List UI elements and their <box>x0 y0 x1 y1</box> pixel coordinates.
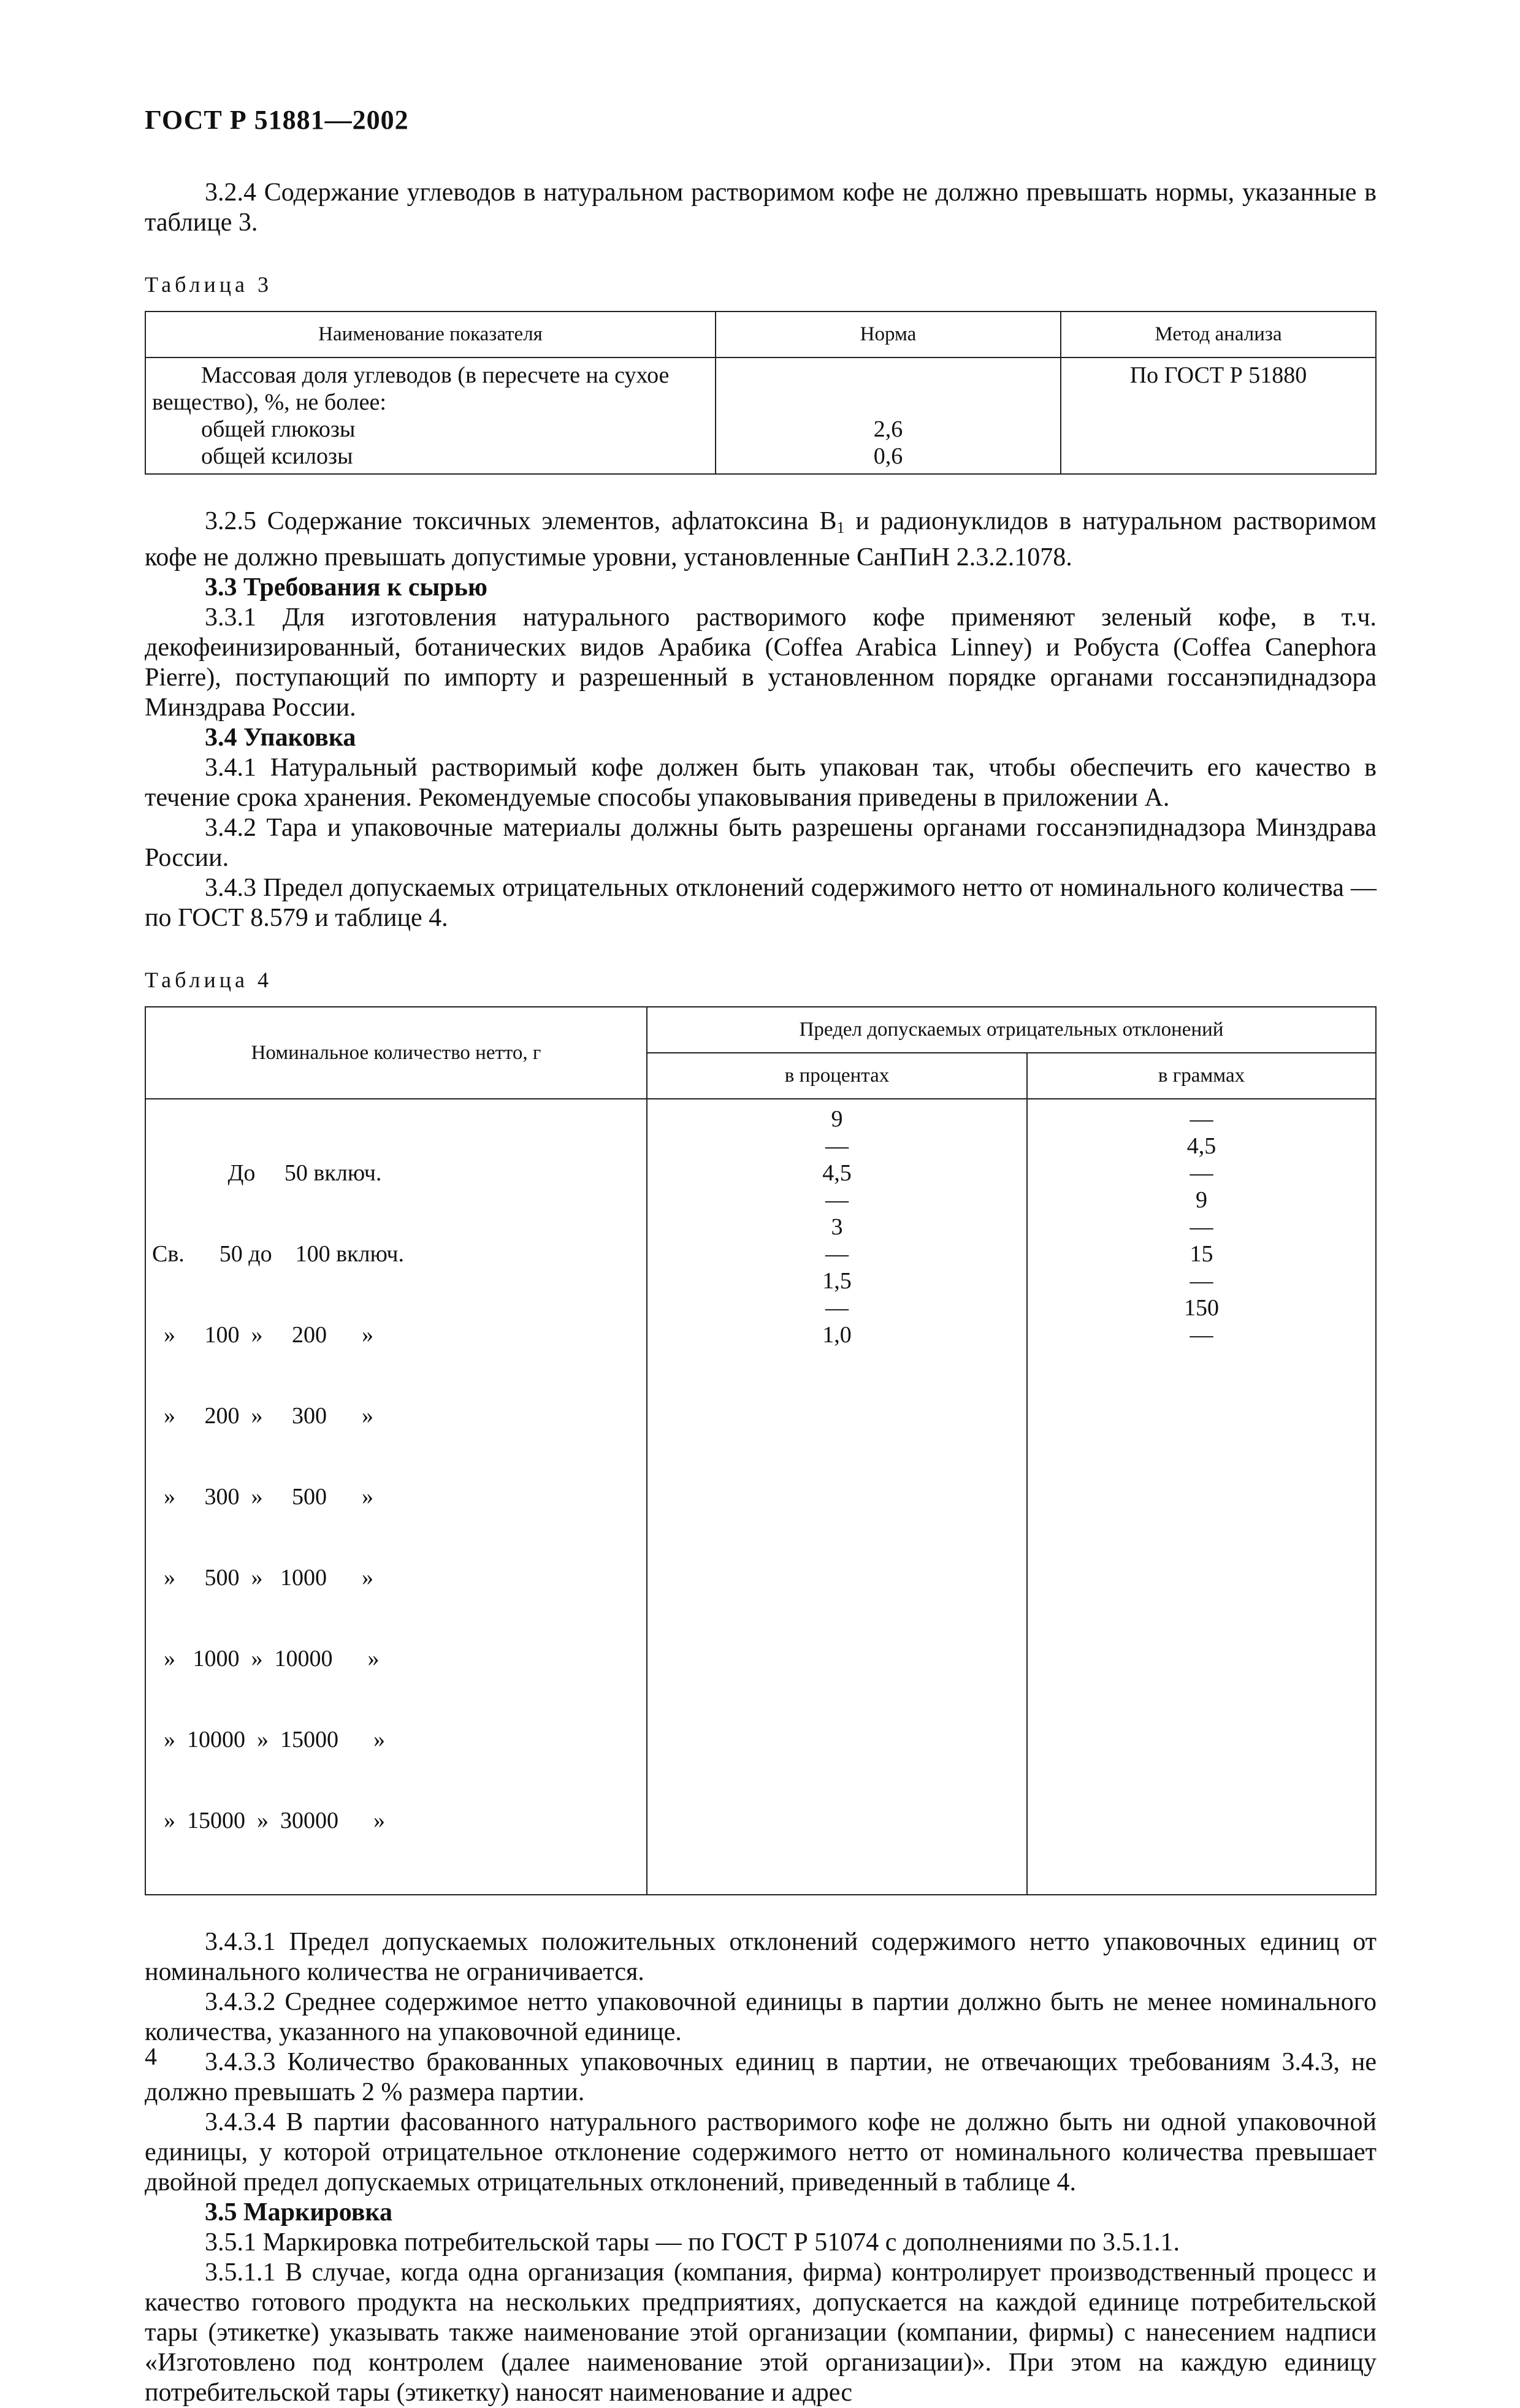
p325-text-b: и радионуклидов в натуральном растворимом кофе не должно превышать допустимые уровни, установленные СанПиН 2.3.2.1078. <box>145 507 1377 571</box>
paragraph-3-4-1: 3.4.1 Натуральный растворимый кофе должен быть упакован так, чтобы обеспечить его качество в течение срока хранения. Рекомендуемые способы упаковывания приведены в приложении А. <box>145 754 1377 812</box>
paragraph-3-2-5 <box>145 506 1377 573</box>
document-header: ГОСТ Р 51881—2002 <box>145 105 409 135</box>
table4-pct-cell: 3 <box>831 1214 843 1240</box>
table4-header-qty: Номинальное количество нетто, г <box>145 1007 647 1099</box>
table3-header-method: Метод анализа <box>1061 312 1376 357</box>
table4-g-cell: 9 <box>1196 1187 1207 1213</box>
paragraph-3-4-3-4: 3.4.3.4 В партии фасованного натурального растворимого кофе не должно быть ни одной упаковочной единицы, у которой отрицательное отклонение содержимого нетто от номинального количества превышает двойной предел допускаемых отрицательных отклонений, приведенный в таблице 4. <box>145 2108 1377 2196</box>
table4-g-cell: — <box>1190 1160 1213 1186</box>
heading-3-4: 3.4 Упаковка <box>205 724 356 752</box>
p325-text-a: 3.2.5 Содержание токсичных элементов, афлатоксина B <box>205 507 837 535</box>
table4-pct-cell: 1,0 <box>822 1322 852 1348</box>
table4-g-column <box>1027 1099 1376 1895</box>
table4-pct-cell: — <box>825 1241 849 1267</box>
table4-g-cell: — <box>1190 1322 1213 1348</box>
paragraph-3-5-1-1: 3.5.1.1 В случае, когда одна организация (компания, фирма) контролирует производственный процесс и качество готового продукта на нескольких предприятиях, допускается на каждой единице потребительской тары (этикетке) указывать также наименование этой организации (компании, фирмы) с нанесением надписи «Изготовлено под контролем (далее наименование этой организации)». При этом на каждую единицу потребительской тары (этикетку) наносят наименование и адрес <box>145 2258 1377 2407</box>
table4-g-cell: — <box>1190 1268 1213 1294</box>
paragraph-3-4-3: 3.4.3 Предел допускаемых отрицательных отклонений содержимого нетто от номинального количества — по ГОСТ 8.579 и таблице 4. <box>145 874 1377 932</box>
table4-g-cell: 15 <box>1190 1241 1213 1267</box>
table4-qty-cell: » 1000 » 10000 » <box>152 1646 380 1672</box>
table3-header-norm: Норма <box>716 312 1061 357</box>
paragraph-3-5-1: 3.5.1 Маркировка потребительской тары — по ГОСТ Р 51074 с дополнениями по 3.5.1.1. <box>205 2228 1180 2257</box>
paragraph-3-4-3-2: 3.4.3.2 Среднее содержимое нетто упаковочной единицы в партии должно быть не менее номинального количества, указанного на упаковочной единице. <box>145 1988 1377 2046</box>
table3-row-method: По ГОСТ Р 51880 <box>1061 357 1376 474</box>
table4-qty-cell: » 200 » 300 » <box>152 1403 373 1429</box>
table4-header-pct: в процентах <box>647 1053 1027 1099</box>
table4-g-cell: 150 <box>1184 1295 1219 1321</box>
page-number: 4 <box>145 2043 157 2070</box>
paragraph-3-4-3-1: 3.4.3.1 Предел допускаемых положительных отклонений содержимого нетто упаковочных единиц от номинального количества не ограничивается. <box>145 1928 1377 1986</box>
table4-pct-cell: — <box>825 1133 849 1159</box>
table4-g-cell: — <box>1190 1106 1213 1132</box>
paragraph-3-4-3-3: 3.4.3.3 Количество бракованных упаковочных единиц в партии, не отвечающих требованиям 3.4.3, не должно превышать 2 % размера партии. <box>145 2048 1377 2106</box>
table4-qty-cell: Св. 50 до 100 включ. <box>152 1241 405 1267</box>
table4-pct-cell: — <box>825 1187 849 1213</box>
table4-g-cell: 4,5 <box>1186 1133 1216 1159</box>
table4-pct-cell: 9 <box>831 1106 843 1132</box>
table4-qty-cell: » 300 » 500 » <box>152 1484 373 1510</box>
table4-pct-cell: 1,5 <box>822 1268 852 1294</box>
table3-header-name: Наименование показателя <box>145 312 716 357</box>
table4-header-group: Предел допускаемых отрицательных отклонений <box>647 1007 1376 1053</box>
table3-value-xylose: 0,6 <box>873 443 903 469</box>
table4-pct-cell: 4,5 <box>822 1160 852 1186</box>
table-4 <box>145 1006 1377 1895</box>
table4-qty-cell: До 50 включ. <box>152 1160 382 1186</box>
document-body <box>145 178 1377 2408</box>
p325-subscript: 1 <box>836 519 845 537</box>
table3-caption: Таблица 3 <box>145 272 272 297</box>
table-3 <box>145 311 1377 475</box>
table3-item-glucose: общей глюкозы <box>201 416 356 442</box>
table4-caption: Таблица 4 <box>145 968 272 992</box>
heading-3-5: 3.5 Маркировка <box>205 2198 392 2226</box>
table4-qty-cell: » 100 » 200 » <box>152 1322 373 1348</box>
table3-row-title: Массовая доля углеводов (в пересчете на сухое вещество), %, не более: <box>152 362 670 415</box>
table3-item-xylose: общей ксилозы <box>201 443 353 469</box>
table3-row-name <box>145 357 716 474</box>
table3-row-norm <box>716 357 1061 474</box>
paragraph-3-3-1: 3.3.1 Для изготовления натурального растворимого кофе применяют зеленый кофе, в т.ч. декофеинизированный, ботанических видов Арабика (Coffea Arabica Linney) и Робуста (Coffea Canephora Pierre), поступающий по импорту и разрешенный в установленном порядке органами госсанэпиднадзора Минздрава России. <box>145 603 1377 722</box>
heading-3-3: 3.3 Требования к сырью <box>205 573 487 602</box>
table4-qty-cell: » 500 » 1000 » <box>152 1565 373 1591</box>
table4-qty-cell: » 10000 » 15000 » <box>152 1727 385 1752</box>
table4-header-g: в граммах <box>1027 1053 1376 1099</box>
table4-qty-cell: » 15000 » 30000 » <box>152 1808 385 1833</box>
table4-pct-column <box>647 1099 1027 1895</box>
paragraph-3-4-2: 3.4.2 Тара и упаковочные материалы должны быть разрешены органами госсанэпиднадзора Минздрава России. <box>145 814 1377 872</box>
table4-g-cell: — <box>1190 1214 1213 1240</box>
table4-pct-cell: — <box>825 1295 849 1321</box>
paragraph-3-2-4: 3.2.4 Содержание углеводов в натуральном растворимом кофе не должно превышать нормы, указанные в таблице 3. <box>145 178 1377 237</box>
table4-qty-column <box>145 1099 647 1895</box>
table3-value-glucose: 2,6 <box>873 416 903 442</box>
